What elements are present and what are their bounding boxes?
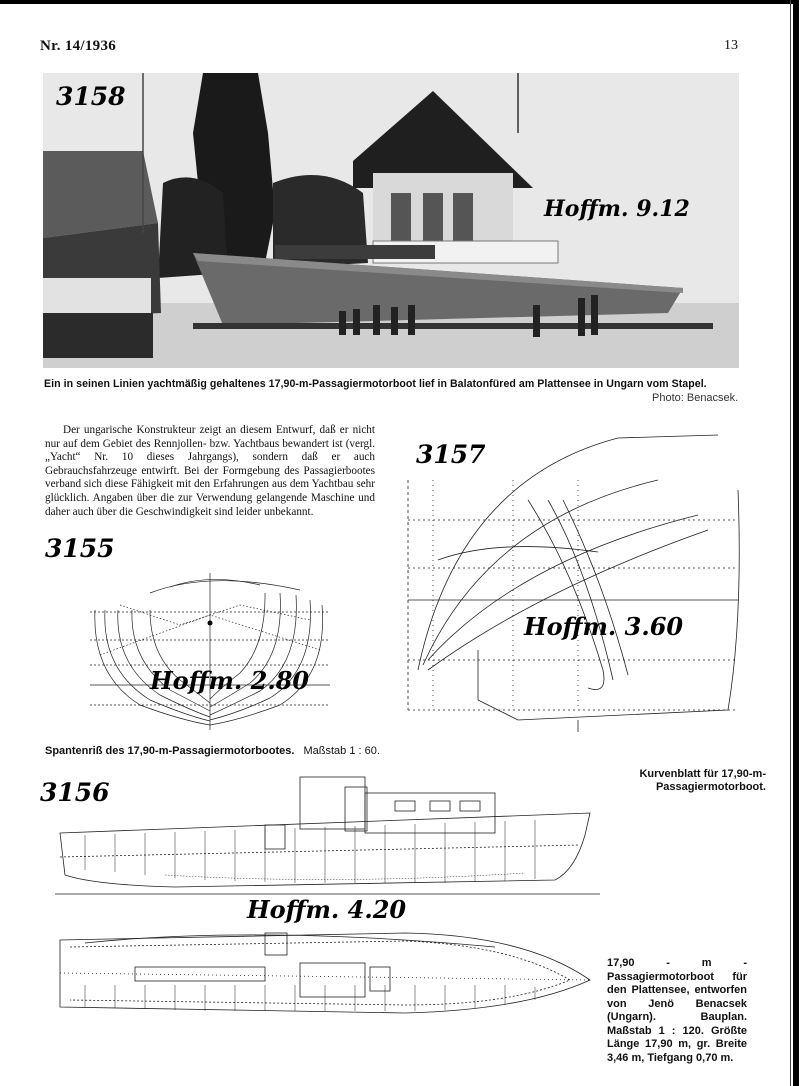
handwritten-note-plan: Hoffm. 4.20 <box>247 895 407 924</box>
scan-right-border <box>793 0 799 1086</box>
handwritten-note-photo: Hoffm. 9.12 <box>544 196 690 222</box>
scan-right-line <box>790 0 791 1086</box>
body-plan-caption <box>45 745 380 757</box>
handwritten-id-curves: 3157 <box>416 440 486 469</box>
handwritten-id-body-plan: 3155 <box>45 534 115 563</box>
curves-sheet-drawing <box>398 420 743 755</box>
photo-credit: Photo: Benacsek. <box>652 392 739 404</box>
photo-caption: Ein in seinen Linien yachtmäßig gehaltenes 17,90-m-Passagiermotorboot lief in Balatonfüred am Plattensee in Ungarn vom Stapel. <box>44 378 707 390</box>
handwritten-id-photo: 3158 <box>56 82 126 111</box>
scan-top-border <box>0 0 799 4</box>
handwritten-note-curves: Hoffm. 3.60 <box>524 612 684 641</box>
page-number: 13 <box>724 38 738 53</box>
article-paragraph: Der ungarische Konstrukteur zeigt an diesem Entwurf, daß er nicht nur auf dem Gebiet des Rennjollen- bzw. Yachtbaus bewandert ist (vergl. „Yacht“ Nr. 10 dieses Jahrgangs), sondern daß er auch Gebrauchsfahrzeuge entwirft. Bei der Formgebung des Passagierbootes verband sich diese Fähigkeit mit den Erfahrungen aus dem Yachtbau sehr glücklich. Angaben über die zur Verwendung gelangende Maschine und daher auch über die Geschwindigkeit sind leider unbekannt. <box>45 424 375 518</box>
issue-number: Nr. 14/1936 <box>40 38 117 54</box>
body-plan-caption-label: Spantenriß des 17,90-m-Passagiermotorbootes. <box>45 745 295 757</box>
handwritten-note-body-plan: Hoffm. 2.80 <box>150 666 310 695</box>
body-plan-drawing <box>60 565 360 735</box>
plan-caption: 17,90 - m - Passagiermotorboot für den Plattensee, entworfen von Jenö Benacsek (Ungarn). Bauplan. Maßstab 1 : 120. Größte Länge 17,90 m, gr. Breite 3,46 m, Tiefgang 0,70 m. <box>607 957 747 1064</box>
handwritten-id-plan: 3156 <box>40 778 110 807</box>
body-plan-caption-scale: Maßstab 1 : 60. <box>303 745 380 757</box>
curves-caption: Kurvenblatt für 17,90-m-Passagiermotorboot. <box>639 768 766 793</box>
